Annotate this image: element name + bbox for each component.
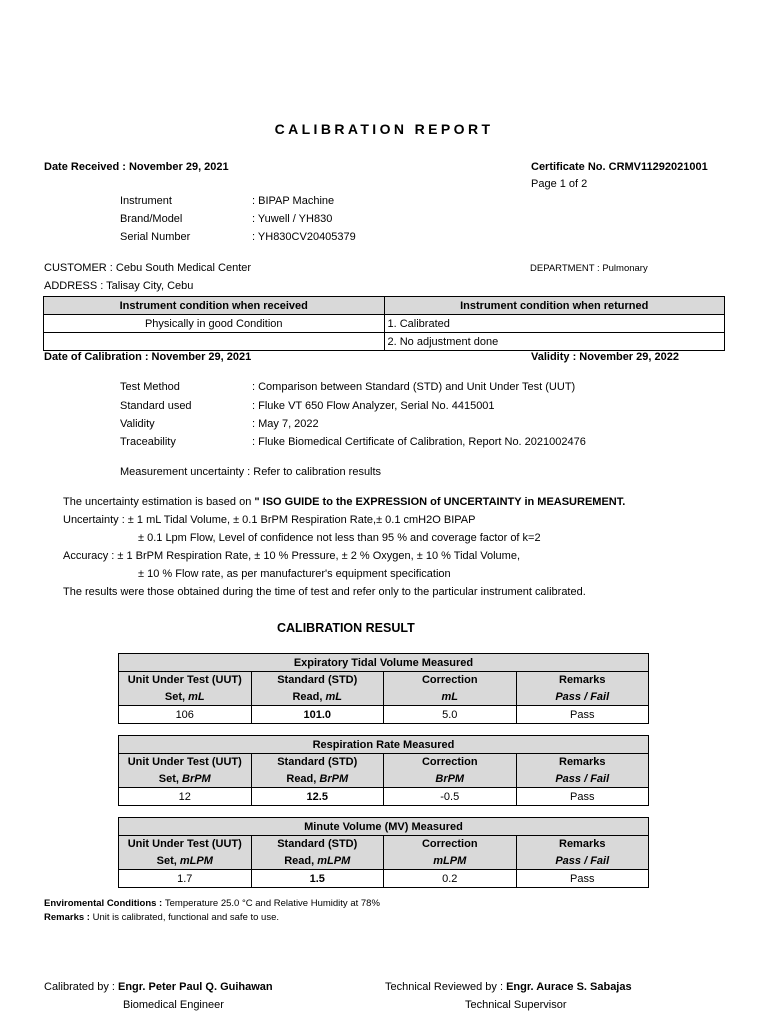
unit-prefix: Read, [292,690,326,703]
remarks-value: Pass [516,706,649,724]
table-title: Minute Volume (MV) Measured [119,818,649,836]
test-method-value: : Comparison between Standard (STD) and Unit Under Test (UUT) [252,381,576,393]
table-title: Respiration Rate Measured [119,736,649,754]
column-unit-uut [119,771,252,788]
unit-label: Pass / Fail [555,690,610,703]
unit-prefix: Set, [164,690,189,703]
condition-received-header: Instrument condition when received [44,297,385,315]
column-header-uut: Unit Under Test (UUT) [119,836,252,853]
column-header-remarks: Remarks [516,672,649,689]
standard-validity-label: Validity [120,418,155,430]
respiration-rate-table [118,735,649,806]
unit-label: mLPM [433,854,467,867]
unit-label: mL [325,690,342,703]
results-note: The results were those obtained during the time of test and refer only to the particular instrument calibrated. [63,586,586,598]
condition-returned-header: Instrument condition when returned [384,297,725,315]
column-unit-remarks [516,689,649,706]
column-unit-remarks [516,771,649,788]
standard-validity-value: : May 7, 2022 [252,418,319,430]
calibration-result-title: CALIBRATION RESULT [277,621,415,635]
environmental-conditions [44,898,380,909]
accuracy-line: Accuracy : ± 1 BrPM Respiration Rate, ± 10 % Pressure, ± 2 % Oxygen, ± 10 % Tidal Volume, [63,550,521,562]
column-header-remarks: Remarks [516,836,649,853]
column-unit-std [251,853,384,870]
reviewed-by [385,981,632,993]
test-method-label: Test Method [120,381,180,393]
table-row [119,788,649,806]
measurement-uncertainty: Measurement uncertainty : Refer to calibration results [120,466,382,478]
remarks-value: Unit is calibrated, functional and safe to use. [92,912,280,923]
column-header-std: Standard (STD) [251,672,384,689]
column-header-remarks: Remarks [516,754,649,771]
reviewed-by-label: Technical Reviewed by : [385,981,507,993]
correction-value: -0.5 [384,788,517,806]
certificate-number: Certificate No. CRMV11292021001 [531,161,708,173]
table-row [119,706,649,724]
tidal-volume-table [118,653,649,724]
unit-label: Pass / Fail [555,854,610,867]
unit-label: BrPM [319,772,349,785]
address: ADDRESS : Talisay City, Cebu [44,280,194,292]
instrument-label: Instrument [120,195,172,207]
uncertainty-basis-prefix: The uncertainty estimation is based on [63,496,255,508]
uut-value: 12 [119,788,252,806]
std-value: 1.5 [251,870,384,888]
column-unit-remarks [516,853,649,870]
table-title: Expiratory Tidal Volume Measured [119,654,649,672]
column-header-correction: Correction [384,672,517,689]
remarks-label: Remarks : [44,912,93,923]
uut-value: 1.7 [119,870,252,888]
traceability-value: : Fluke Biomedical Certificate of Calibration, Report No. 2021002476 [252,436,586,448]
correction-value: 0.2 [384,870,517,888]
calibrated-by-title: Biomedical Engineer [123,999,224,1011]
calibrated-by-name: Engr. Peter Paul Q. Guihawan [117,981,273,993]
standard-used-label: Standard used [120,400,192,412]
date-of-calibration: Date of Calibration : November 29, 2021 [44,351,252,363]
column-unit-uut [119,853,252,870]
column-unit-correction [384,853,517,870]
condition-returned-value-1: 1. Calibrated [384,315,725,333]
unit-prefix: Read, [284,854,318,867]
uncertainty-basis-guide: " ISO GUIDE to the EXPRESSION of UNCERTAINTY in MEASUREMENT. [254,496,626,508]
unit-label: mLPM [179,854,213,867]
unit-label: mLPM [317,854,351,867]
column-header-std: Standard (STD) [251,836,384,853]
table-row [119,870,649,888]
calibrated-by-label: Calibrated by : [44,981,118,993]
column-unit-std [251,771,384,788]
column-unit-correction [384,771,517,788]
column-unit-correction [384,689,517,706]
remarks-value: Pass [516,788,649,806]
unit-label: BrPM [435,772,465,785]
condition-received-empty [44,333,385,351]
customer: CUSTOMER : Cebu South Medical Center [44,262,252,274]
column-header-uut: Unit Under Test (UUT) [119,754,252,771]
column-header-correction: Correction [384,754,517,771]
column-header-uut: Unit Under Test (UUT) [119,672,252,689]
uncertainty-basis [63,496,625,508]
uncertainty-line-cont: ± 0.1 Lpm Flow, Level of confidence not less than 95 % and coverage factor of k=2 [138,532,541,544]
env-value: Temperature 25.0 °C and Relative Humidity at 78% [164,898,380,909]
unit-prefix: Set, [156,854,180,867]
column-unit-uut [119,689,252,706]
unit-label: BrPM [182,772,211,785]
report-title: CALIBRATION REPORT [274,121,494,137]
remarks [44,912,279,923]
brand-value: : Yuwell / YH830 [252,213,333,225]
calibrated-by [44,981,273,993]
page-number: Page 1 of 2 [531,178,588,190]
std-value: 101.0 [251,706,384,724]
serial-value: : YH830CV20405379 [252,231,356,243]
date-received: Date Received : November 29, 2021 [44,161,229,173]
minute-volume-table [118,817,649,888]
env-label: Enviromental Conditions : [44,898,165,909]
correction-value: 5.0 [384,706,517,724]
brand-label: Brand/Model [120,213,183,225]
reviewed-by-name: Engr. Aurace S. Sabajas [506,981,632,993]
instrument-value: : BIPAP Machine [252,195,335,207]
unit-label: mL [441,690,458,703]
uncertainty-line: Uncertainty : ± 1 mL Tidal Volume, ± 0.1 BrPM Respiration Rate,± 0.1 cmH2O BIPAP [63,514,476,526]
traceability-label: Traceability [120,436,176,448]
unit-prefix: Read, [286,772,320,785]
column-header-std: Standard (STD) [251,754,384,771]
condition-received-value: Physically in good Condition [44,315,385,333]
std-value: 12.5 [251,788,384,806]
department: DEPARTMENT : Pulmonary [530,263,648,274]
unit-label: mL [188,690,205,703]
remarks-value: Pass [516,870,649,888]
condition-returned-value-2: 2. No adjustment done [384,333,725,351]
column-unit-std [251,689,384,706]
standard-used-value: : Fluke VT 650 Flow Analyzer, Serial No. 4415001 [252,400,495,412]
unit-label: Pass / Fail [555,772,610,785]
condition-table [43,296,725,351]
accuracy-line-cont: ± 10 % Flow rate, as per manufacturer's equipment specification [138,568,451,580]
validity-date: Validity : November 29, 2022 [531,351,679,363]
reviewed-by-title: Technical Supervisor [465,999,567,1011]
uut-value: 106 [119,706,252,724]
serial-label: Serial Number [120,231,191,243]
column-header-correction: Correction [384,836,517,853]
unit-prefix: Set, [158,772,182,785]
